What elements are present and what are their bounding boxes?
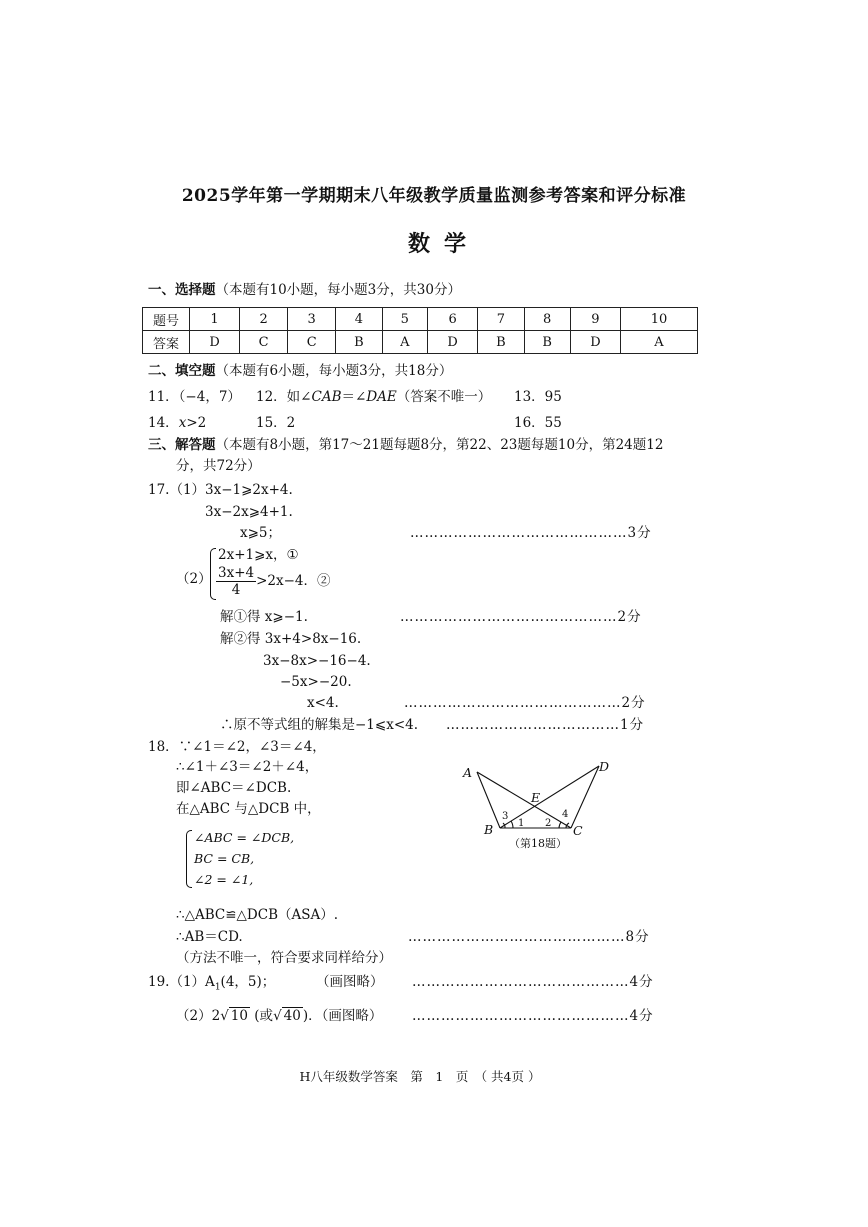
answer-table [142, 307, 698, 354]
page-footer: H八年级数学答案 第 1 页 （ 共4页 ） [299, 1069, 541, 1084]
q17-step: x⩾5； [240, 525, 282, 541]
q17-system-eq2 [216, 565, 331, 598]
radicand: 10 [230, 1008, 248, 1024]
q18-system-eq3: ∠2 = ∠1, [194, 872, 254, 887]
label-3: 3 [502, 811, 509, 822]
question-number-cell: 4 [336, 308, 382, 331]
q17-eq2-rest: >2x−4．② [256, 573, 331, 589]
q12-angle-2: DAE [366, 389, 397, 405]
answer-q11: 11．（−4，7） [148, 389, 241, 405]
q19-text: (或 [254, 1008, 274, 1024]
segment-ab [477, 772, 500, 828]
section-choice-heading [148, 280, 461, 300]
q18-note: （方法不唯一，符合要求同样给分） [176, 950, 392, 966]
q12-note: （答案不唯一） [396, 389, 492, 405]
label-2: 2 [545, 818, 552, 829]
q19-subscript: 1 [214, 982, 221, 993]
fraction-denominator: 4 [231, 582, 241, 598]
q14-part: >2 [186, 415, 207, 431]
section-solve-note-cont: 分，共72分） [176, 458, 261, 474]
answer-cell: A [620, 331, 697, 354]
q17-step: 3x−1⩾2x+4. [205, 482, 293, 498]
q17-step: 解①得 x⩾−1. [220, 609, 308, 625]
label-1: 1 [518, 818, 525, 829]
q18-system-eq2: BC = CB, [194, 851, 255, 866]
answer-cell: B [336, 331, 382, 354]
q18-step: ∴AB＝CD. [176, 929, 243, 945]
answer-cell: B [478, 331, 524, 354]
q17-step: x<4. [307, 695, 339, 711]
question-number-cell: 3 [288, 308, 336, 331]
fraction-numerator: 3x+4 [218, 565, 255, 581]
answer-cell: D [428, 331, 478, 354]
score-marker: ………………………………………4分 [412, 1008, 654, 1024]
document-title: 2025学年第一学期期末八年级教学质量监测参考答案和评分标准 [181, 186, 687, 206]
section-note: （本题有6小题，每小题3分，共18分） [215, 363, 453, 379]
score-marker: ………………………………1分 [446, 717, 645, 733]
section-solve-heading [148, 435, 663, 455]
section-note: （本题有10小题，每小题3分，共30分） [215, 282, 461, 298]
label-4: 4 [562, 809, 569, 820]
q17-step: −5x>−20. [280, 674, 352, 690]
q18-step: ∴△ABC≌△DCB（ASA）. [176, 907, 339, 923]
section-label: 三、解答题 [148, 437, 216, 453]
radicand: 40 [283, 1008, 301, 1024]
angle-arc-2 [559, 822, 561, 828]
answer-q12 [256, 387, 491, 407]
q17-step: 3x−8x>−16−4. [263, 653, 371, 669]
answer-cell: B [524, 331, 570, 354]
question-number-cell: 10 [620, 308, 697, 331]
question-number-cell: 7 [478, 308, 524, 331]
answer-cell: C [240, 331, 288, 354]
q18-figure [455, 755, 625, 855]
score-marker: ………………………………………3分 [410, 525, 652, 541]
sqrt-sign: √ [273, 1008, 282, 1024]
question-number-cell: 9 [570, 308, 620, 331]
angle-arc-1 [511, 821, 513, 828]
q17-conclusion: ∴原不等式组的解集是−1⩽x<4. [220, 717, 419, 733]
answer-q16: 16．55 [514, 415, 562, 431]
q14-var: x [178, 415, 187, 431]
table-row [143, 308, 698, 331]
sqrt-sign: √ [220, 1008, 229, 1024]
section-fill-heading [148, 361, 452, 381]
q19-text: )．（画图略） [302, 1008, 383, 1024]
answer-q13: 13．95 [514, 389, 562, 405]
question-number-cell: 8 [524, 308, 570, 331]
system-brace [186, 830, 192, 888]
q19-part1-note: （画图略） [316, 974, 384, 990]
score-marker: ………………………………………4分 [412, 974, 654, 990]
question-number-cell: 2 [240, 308, 288, 331]
q12-part: ＝∠ [341, 389, 367, 405]
label-d: D [599, 759, 610, 774]
table-header-cell: 题号 [143, 308, 190, 331]
q17-system-eq1: 2x+1⩾x，① [218, 547, 299, 563]
question-number-cell: 1 [190, 308, 240, 331]
q19-part2 [176, 1006, 382, 1026]
q19-text: 19.（1）A [148, 974, 215, 990]
q12-part: 12．如∠ [256, 389, 312, 405]
score-marker: ………………………………………8分 [408, 929, 650, 945]
q18-system-eq1: ∠ABC = ∠DCB, [194, 830, 295, 845]
answer-cell: D [570, 331, 620, 354]
q17-part1-label: 17.（1） [148, 482, 206, 498]
q19-text: (4，5)； [220, 974, 276, 990]
figure-caption: （第18题） [509, 837, 567, 850]
answer-q15: 15．2 [256, 415, 296, 431]
section-note: （本题有8小题，第17～21题每题8分，第22、23题每题10分，第24题12 [215, 437, 664, 453]
q17-step: 解②得 3x+4>8x−16. [220, 631, 362, 647]
q12-angle-1: CAB [311, 389, 342, 405]
label-a: A [463, 765, 473, 780]
q17-step: 3x−2x⩾4+1. [205, 504, 293, 520]
table-header-cell: 答案 [143, 331, 190, 354]
q19-part1 [148, 972, 275, 998]
section-label: 二、填空题 [148, 363, 216, 379]
question-number-cell: 6 [428, 308, 478, 331]
answer-q14 [148, 413, 206, 433]
score-marker: ………………………………………2分 [404, 695, 646, 711]
score-marker: ………………………………………2分 [400, 609, 642, 625]
q18-step: 在△ABC 与△DCB 中， [176, 801, 321, 817]
table-row [143, 331, 698, 354]
label-b: B [484, 822, 494, 837]
answer-cell: A [382, 331, 428, 354]
q18-step: 即∠ABC＝∠DCB. [176, 780, 292, 796]
label-e: E [531, 790, 541, 805]
subject-title: 数学 [407, 231, 480, 257]
q19-text: （2）2 [176, 1008, 221, 1024]
fraction [216, 565, 256, 598]
section-label: 一、选择题 [148, 282, 216, 298]
q18-step: 18．∵∠1＝∠2，∠3＝∠4， [148, 739, 326, 755]
answer-cell: D [190, 331, 240, 354]
q17-part2-label: （2） [176, 571, 212, 587]
answer-cell: C [288, 331, 336, 354]
label-c: C [573, 823, 583, 838]
q18-step: ∴∠1＋∠3＝∠2＋∠4， [176, 759, 319, 775]
question-number-cell: 5 [382, 308, 428, 331]
q14-part: 14． [148, 415, 179, 431]
